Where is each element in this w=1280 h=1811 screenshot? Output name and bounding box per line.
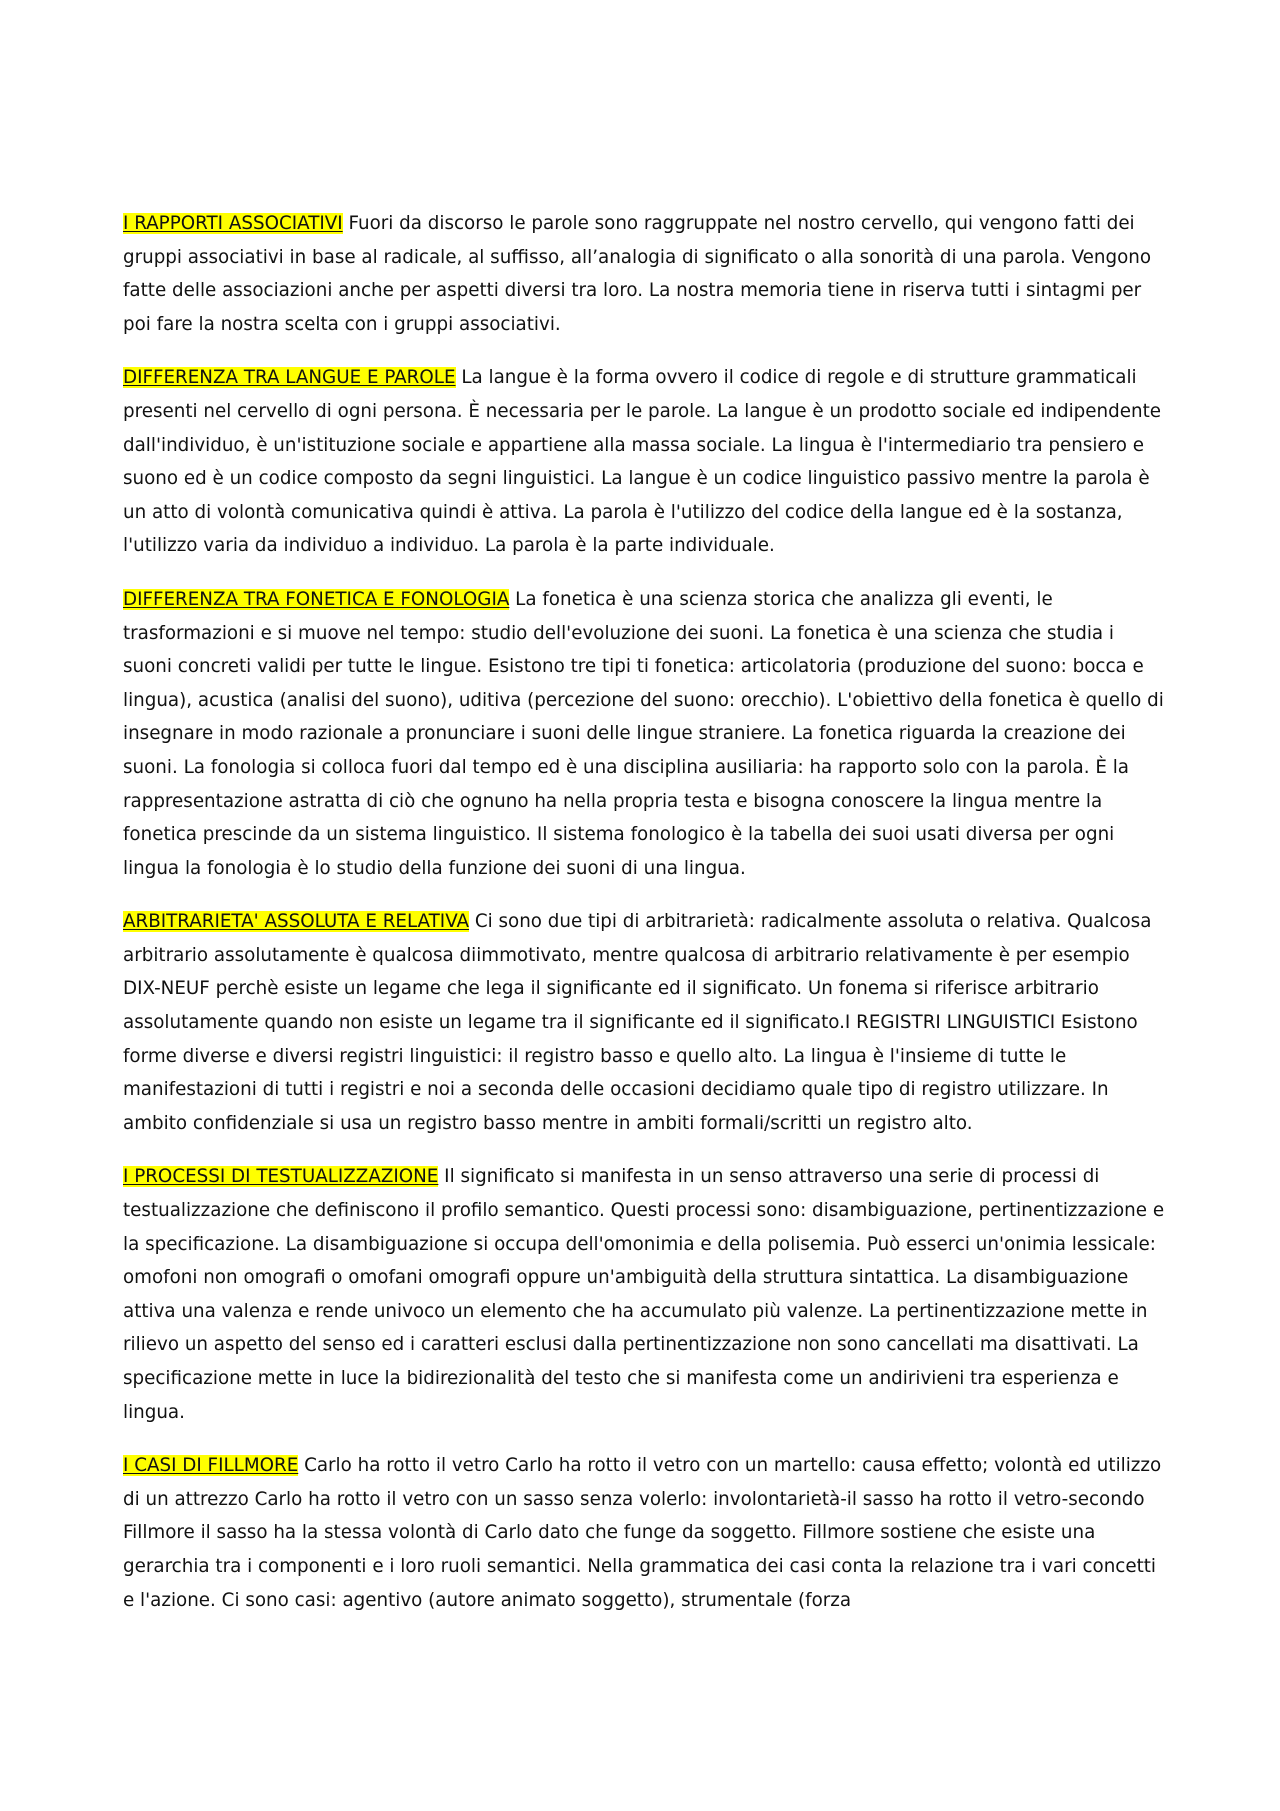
paragraph-body: Ci sono due tipi di arbitrarietà: radicalmente assoluta o relativa. Qualcosa arbitrario assolutamente è qualcosa diimmotivato, mentre qualcosa di arbitrario relativamente è per esempio DIX-NEUF perchè esiste un legame che lega il significante ed il significato. Un fonema si riferisce arbitrario assolutamente quando non esiste un legame tra il significante ed il significato.I REGISTRI LINGUISTICI Esistono forme diverse e diversi registri linguistici: il registro basso e quello alto. La lingua è l'insieme di tutte le manifestazioni di tutti i registri e noi a seconda delle occasioni decidiamo quale tipo di registro utilizzare. In ambito confidenziale si usa un registro basso mentre in ambiti formali/scritti un registro alto. xyxy=(123,911,1152,1134)
section-heading: ARBITRARIETA' ASSOLUTA E RELATIVA xyxy=(123,911,470,933)
paragraph-body: Fuori da discorso le parole sono raggruppate nel nostro cervello, qui vengono fatti dei gruppi associativi in base al radicale, al suffisso, all’analogia di significato o alla sonorità di una parola. Vengono fatte delle associazioni anche per aspetti diversi tra loro. La nostra memoria tiene in riserva tutti i sintagmi per poi fare la nostra scelta con i gruppi associativi. xyxy=(123,213,1152,335)
section-heading: DIFFERENZA TRA FONETICA E FONOLOGIA xyxy=(123,588,510,610)
paragraph-testualizzazione xyxy=(123,1160,1168,1429)
paragraph-arbitrarieta xyxy=(123,905,1168,1140)
document-page xyxy=(123,207,1168,1637)
section-heading: I CASI DI FILLMORE xyxy=(123,1455,299,1477)
paragraph-body: Il significato si manifesta in un senso attraverso una serie di processi di testualizzazione che definiscono il profilo semantico. Questi processi sono: disambiguazione, pertinentizzazione e la specificazione. La disambiguazione si occupa dell'omonimia e della polisemia. Può esserci un'onimia lessicale: omofoni non omografi o omofani omografi oppure un'ambiguità della struttura sintattica. La disambiguazione attiva una valenza e rende univoco un elemento che ha accumulato più valenze. La pertinentizzazione mette in rilievo un aspetto del senso ed i caratteri esclusi dalla pertinentizzazione non sono cancellati ma disattivati. La specificazione mette in luce la bidirezionalità del testo che si manifesta come un andirivieni tra esperienza e lingua. xyxy=(123,1166,1165,1423)
section-heading: I RAPPORTI ASSOCIATIVI xyxy=(123,213,343,234)
section-heading: DIFFERENZA TRA LANGUE E PAROLE xyxy=(123,367,456,389)
paragraph-fonetica-fonologia xyxy=(123,583,1168,885)
paragraph-body: La langue è la forma ovvero il codice di regole e di strutture grammaticali presenti nel cervello di ogni persona. È necessaria per le parole. La langue è un prodotto sociale ed indipendente dall'individuo, è un'istituzione sociale e appartiene alla massa sociale. La lingua è l'intermediario tra pensiero e suono ed è un codice composto da segni linguistici. La langue è un codice linguistico passivo mentre la parola è un atto di volontà comunicativa quindi è attiva. La parola è l'utilizzo del codice della langue ed è la sostanza, l'utilizzo varia da individuo a individuo. La parola è la parte individuale. xyxy=(123,367,1161,557)
paragraph-rapporti-associativi xyxy=(123,207,1168,341)
paragraph-body: Carlo ha rotto il vetro Carlo ha rotto il vetro con un martello: causa effetto; volontà ed utilizzo di un attrezzo Carlo ha rotto il vetro con un sasso senza volerlo: involontarietà-il sasso ha rotto il vetro-secondo Fillmore il sasso ha la stessa volontà di Carlo dato che funge da soggetto. Fillmore sostiene che esiste una gerarchia tra i componenti e i loro ruoli semantici. Nella grammatica dei casi conta la relazione tra i vari concetti e l'azione. Ci sono casi: agentivo (autore animato soggetto), strumentale (forza xyxy=(123,1455,1162,1611)
paragraph-langue-parole xyxy=(123,361,1168,563)
paragraph-casi-fillmore xyxy=(123,1449,1168,1617)
section-heading: I PROCESSI DI TESTUALIZZAZIONE xyxy=(123,1166,439,1188)
paragraph-body: La fonetica è una scienza storica che analizza gli eventi, le trasformazioni e si muove nel tempo: studio dell'evoluzione dei suoni. La fonetica è una scienza che studia i suoni concreti validi per tutte le lingue. Esistono tre tipi ti fonetica: articolatoria (produzione del suono: bocca e lingua), acustica (analisi del suono), uditiva (percezione del suono: orecchio). L'obiettivo della fonetica è quello di insegnare in modo razionale a pronunciare i suoni delle lingue straniere. La fonetica riguarda la creazione dei suoni. La fonologia si colloca fuori dal tempo ed è una disciplina ausiliaria: ha rapporto solo con la parola. È la rappresentazione astratta di ciò che ognuno ha nella propria testa e bisogna conoscere la lingua mentre la fonetica prescinde da un sistema linguistico. Il sistema fonologico è la tabella dei suoi usati diversa per ogni lingua la fonologia è lo studio della funzione dei suoni di una lingua. xyxy=(123,588,1164,879)
